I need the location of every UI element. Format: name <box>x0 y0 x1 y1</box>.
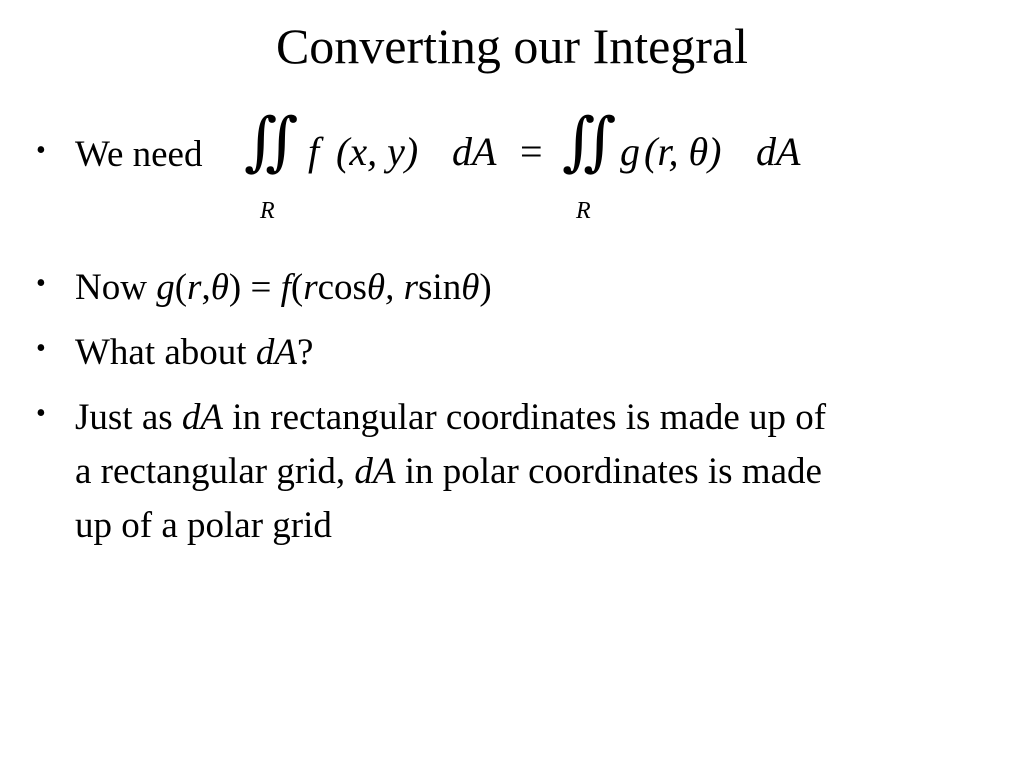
double-integral-left: ∬ <box>244 106 287 177</box>
function-f: f <box>308 129 320 174</box>
math-g: g <box>156 267 175 308</box>
bullet-4-text: in rectangular coordinates is made up of <box>223 397 827 438</box>
math-r: r <box>403 267 419 308</box>
bullet-2-prefix: Now <box>75 267 157 308</box>
math-theta: θ, <box>366 267 404 308</box>
double-integral-right: ∬ <box>562 106 605 177</box>
bullet-4-line-2 <box>75 445 822 499</box>
question-mark: ? <box>296 332 314 373</box>
math-r: r <box>187 267 202 308</box>
math-f: f <box>280 267 291 308</box>
comma: , <box>201 267 211 308</box>
function-f-args: (x, y) <box>336 129 419 174</box>
region-label-right: R <box>576 198 591 224</box>
bullet-1-prefix: We need <box>75 134 203 175</box>
paren-equals: ) = <box>228 267 281 308</box>
paren: ( <box>174 267 188 308</box>
bullet-marker: • <box>36 135 46 166</box>
math-cos: cos <box>317 267 367 308</box>
bullet-2-text <box>75 261 492 315</box>
differential-dA-left: dA <box>452 129 497 174</box>
math-theta: θ <box>461 267 480 308</box>
paren: ) <box>479 267 492 308</box>
math-dA: dA <box>255 332 297 373</box>
function-g-args: (r, θ) <box>644 129 722 174</box>
equals-sign: = <box>520 129 543 174</box>
math-dA: dA <box>181 397 224 438</box>
math-sin: sin <box>418 267 462 308</box>
function-g: g <box>620 129 640 174</box>
paren: ( <box>290 267 304 308</box>
bullet-marker: • <box>36 333 46 364</box>
bullet-4-text: Just as <box>75 397 182 438</box>
bullet-4-line-1 <box>75 391 826 445</box>
bullet-marker: • <box>36 268 46 299</box>
bullet-4-line-3: up of a polar grid <box>75 505 332 546</box>
bullet-3-prefix: What about <box>75 332 256 373</box>
math-theta: θ <box>210 267 229 308</box>
region-label-left: R <box>260 198 275 224</box>
math-dA: dA <box>354 451 396 492</box>
bullet-3-text <box>75 326 313 380</box>
math-r: r <box>303 267 318 308</box>
bullet-4-text: in polar coordinates is made <box>395 451 822 492</box>
bullet-marker: • <box>36 398 46 429</box>
slide-title: Converting our Integral <box>275 18 749 74</box>
bullet-4-text: a rectangular grid, <box>75 451 355 492</box>
differential-dA-right: dA <box>756 129 801 174</box>
